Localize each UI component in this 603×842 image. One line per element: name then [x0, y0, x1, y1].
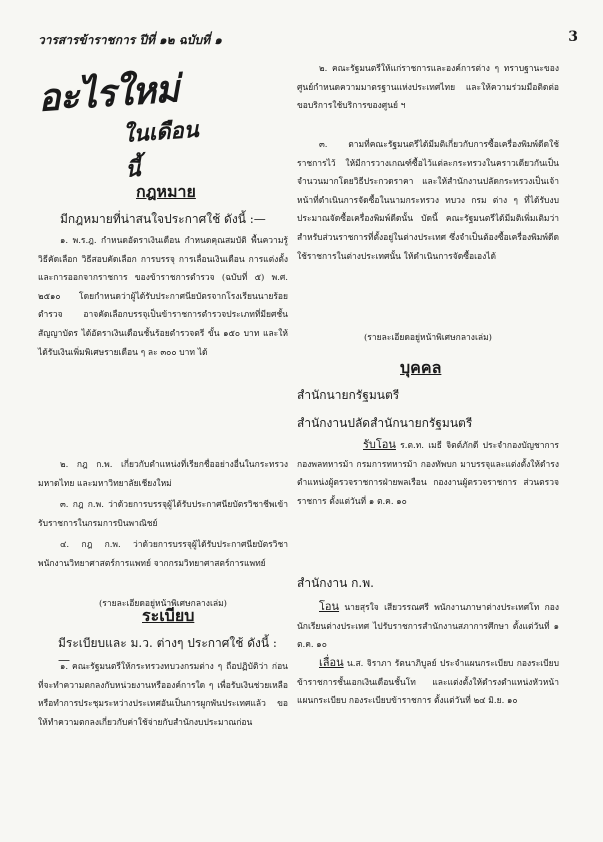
law-note: (รายละเอียดอยู่หน้าพิเศษกลางเล่ม) [98, 599, 227, 609]
law-subheading: มีกฎหมายที่น่าสนใจประกาศใช้ ดังนี้ :— [60, 212, 266, 226]
entry-1-action: รับโอน [363, 438, 396, 451]
personnel-entry-1 [297, 436, 559, 511]
section-logo [36, 64, 208, 183]
law-item-1: ๑. พ.ร.ฎ. กำหนดอัตราเงินเดือน กำหนดคุณสมบัติ พื้นความรู้ วิธีคัดเลือก วิธีสอบคัดเลือก การบรรจุ การเลื่อนเงินเดือน การแต่งตั้ง และการออกจากราชการ ของข้าราชการตำรวจ (ฉบับที่ ๕) พ.ศ. ๒๕๑๐ โดยกำหนดว่าผู้ได้รับประกาศนียบัตรจากโรงเรียนนายร้อยตำรวจ อาจคัดเลือกบรรจุเป็นข้าราชการตำรวจประเภทที่มียศชั้นสัญญาบัตร ได้อัตราเงินเดือนชั้นร้อยตำรวจตรี ขั้น ๑๕๐ บาท และให้ได้รับเงินเพิ่มพิเศษรายเดือน ๆ ละ ๓๐๐ บาท ได้ [38, 236, 288, 358]
office-name-1: สำนักนายกรัฐมนตรี [297, 388, 400, 402]
office-subname-1: สำนักงานปลัดสำนักนายกรัฐมนตรี [297, 416, 473, 430]
entry-2-action: โอน [319, 600, 340, 613]
personnel-entry-3 [297, 654, 559, 711]
rules-note: (รายละเอียดอยู่หน้าพิเศษกลางเล่ม) [363, 333, 492, 343]
personnel-entry-2 [297, 598, 559, 655]
personnel-heading: บุคคล [400, 358, 442, 377]
office-name-2: สำนักงาน ก.พ. [297, 576, 374, 590]
entry-3-action: เลื่อน [319, 656, 344, 669]
logo-sub-text: ในเดือนนี้ [122, 116, 200, 183]
logo-main-text: อะไรใหม่ [36, 66, 180, 120]
law-item-3: ๓. กฎ ก.พ. ว่าด้วยการบรรจุผู้ได้รับประกาศนียบัตรวิชาชีพเข้ารับราชการในกรมการบินพาณิชย์ [38, 500, 288, 529]
rules-subheading: มีระเบียบและ ม.ว. ต่างๆ ประกาศใช้ ดังนี้ :— [58, 636, 277, 667]
rules-item-1: ๑. คณะรัฐมนตรีให้กระทรวงทบวงกรมต่าง ๆ ถือปฏิบัติว่า ก่อนที่จะทำความตกลงกับหน่วยงานหรือองค์การใด ๆ เพื่อรับเงินช่วยเหลือหรือทำการประชุมระหว่างประเทศอันเป็นการผูกพันประเทศแล้ว ขอให้ทำความตกลงเกี่ยวกับค่าใช้จ่ายกับสำนักงบประมาณก่อน [38, 662, 288, 728]
journal-title: วารสารข้าราชการ ปีที่ ๑๒ ฉบับที่ ๑ [38, 33, 222, 47]
law-item-2: ๒. กฎ ก.พ. เกี่ยวกับตำแหน่งที่เรียกชื่ออย่างอื่นในกระทรวงมหาดไทย และมหาวิทยาลัยเชียงใหม่ [38, 460, 288, 489]
entry-2-text: นายสุรใจ เสียวรรณศรี พนักงานภาษาต่างประเทศโท กองนักเรียนต่างประเทศ ไปรับราชการสำนักงานสภาการศึกษา ตั้งแต่วันที่ ๑ ต.ค. ๑๐ [297, 603, 559, 651]
page-number: 3 [568, 29, 578, 45]
rules-item-2: ๒. คณะรัฐมนตรีให้แก่ราชการและองค์การต่าง ๆ ทราบฐานะของศูนย์กำหนดความมาตรฐานแห่งประเทศไทย และให้ความร่วมมือติดต่อขอบริการใช้บริการของศูนย์ ฯ [297, 64, 559, 112]
rules-heading: ระเบียบ [142, 606, 195, 625]
entry-3-text: น.ส. จิราภา รัตนาภิบูลย์ ประจำแผนกระเบียบ กองระเบียบข้าราชการชั้นเอกเงินเดือนชั้นโท และแต่งตั้งให้ดำรงตำแหน่งหัวหน้าแผนกระเบียบ กองระเบียบข้าราชการ ตั้งแต่วันที่ ๒๔ มิ.ย. ๑๐ [297, 659, 559, 707]
law-heading: กฎหมาย [136, 182, 196, 201]
entry-1-text: ร.ต.ท. เมธี จิตต์ภักดี ประจำกองบัญชาการกองพลทหารม้า กรมการทหารม้า กองทัพบก มาบรรจุและแต่งตั้งให้ดำรงตำแหน่งผู้ตรวจราชการฝ่ายพลเรือน กองงานผู้ตรวจราชการ ส่วนตรวจราชการ ตั้งแต่วันที่ ๑ ต.ค. ๑๐ [297, 441, 559, 507]
rules-item-3: ๓. ตามที่คณะรัฐมนตรีได้มีมติเกี่ยวกับการซื้อเครื่องพิมพ์ดีดใช้ราชการไว้ ให้มีการวางเกณฑ์ซื้อไว้แต่ละกระทรวงในคราวเดียวกันเป็นจำนวนมากโดยวิธีประกวดราคา และให้สำนักงานปลัดกระทรวงเป็นเจ้าหน้าที่ดำเนินการจัดซื้อในนามกระทรวง ทบวง กรม ต่าง ๆ ที่ได้รับงบประมาณจัดซื้อเครื่องพิมพ์ดีดนั้น บัดนี้ คณะรัฐมนตรีได้มีมติเพิ่มเติมว่า สำหรับส่วนราชการที่ตั้งอยู่ในต่างประเทศ ซึ่งจำเป็นต้องซื้อเครื่องพิมพ์ดีดใช้ราชการในต่างประเทศนั้น ให้ดำเนินการจัดซื้อเองได้ [297, 140, 559, 262]
page-header [38, 31, 578, 53]
law-item-4: ๔. กฎ ก.พ. ว่าด้วยการบรรจุผู้ได้รับประกาศนียบัตรวิชาพนักงานวิทยาศาสตร์การแพทย์ จากกรมวิทยาศาสตร์การแพทย์ [38, 540, 288, 569]
